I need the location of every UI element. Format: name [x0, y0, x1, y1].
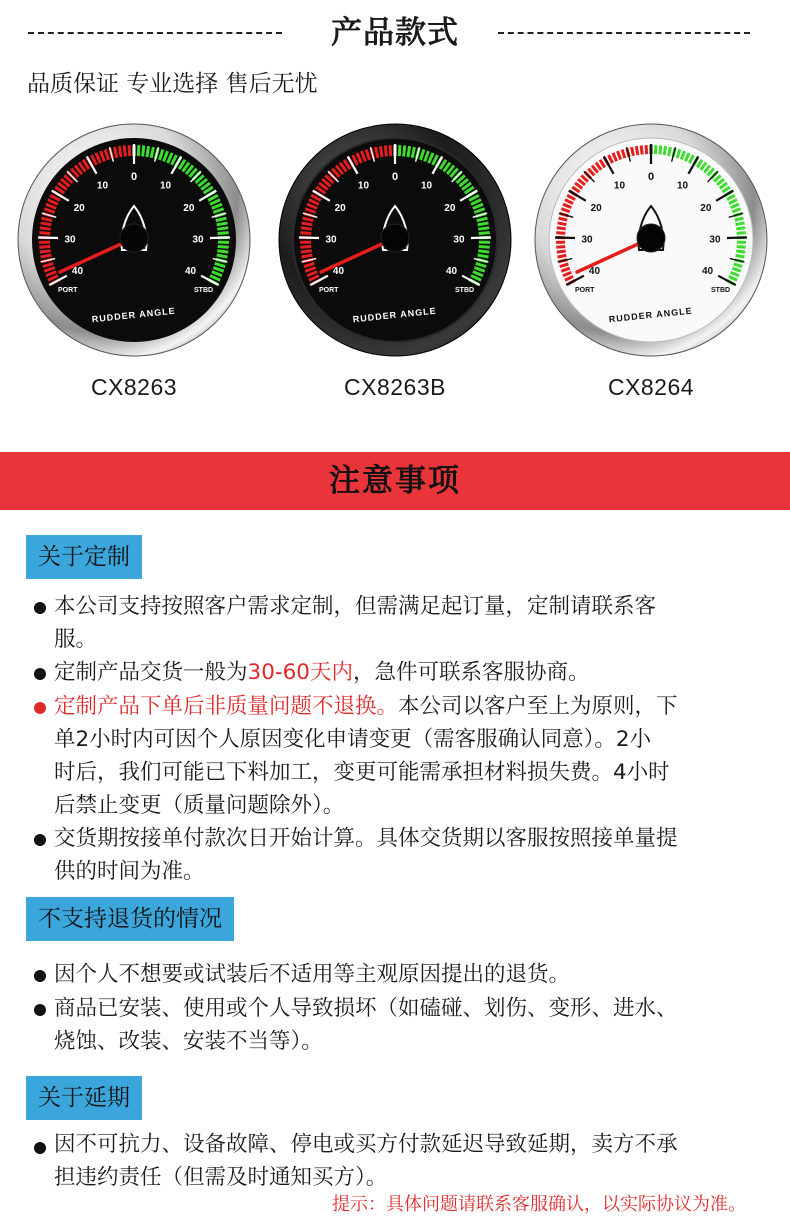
item-text: 因个人不想要或试装后不适用等主观原因提出的退货。 [54, 962, 571, 987]
scale-number: 10 [613, 180, 626, 192]
scale-number: 20 [700, 203, 712, 215]
item-text: 本公司支持按照客户需求定制，但需满足起订量，定制请联系客 [54, 594, 657, 619]
stbd-label: STBD [455, 287, 475, 294]
model-label-cx8263b: CX8263B [344, 374, 446, 400]
scale-number: 40 [588, 266, 601, 278]
stbd-zone-segment [669, 147, 671, 156]
scale-number: 40 [184, 266, 197, 278]
rudder-angle-caption: RUDDER ANGLE [352, 305, 438, 325]
stbd-zone-segment [479, 233, 490, 234]
stbd-zone-segment [217, 251, 228, 252]
stbd-zone-segment [478, 223, 489, 225]
stbd-zone-segment [217, 223, 228, 225]
port-zone-segment [557, 228, 566, 229]
port-zone-segment [302, 255, 313, 257]
needle-hub [381, 224, 409, 252]
scale-tick [38, 237, 58, 238]
rudder-angle-caption: RUDDER ANGLE [91, 305, 177, 325]
scale-number: 20 [444, 203, 456, 215]
scale-number: 40 [445, 266, 458, 278]
model-label-cx8264: CX8264 [607, 374, 695, 400]
scale-number: 40 [332, 266, 345, 278]
stbd-zone-segment [736, 228, 745, 229]
port-zone-segment [556, 247, 565, 248]
customization-item-2 [54, 656, 764, 689]
stbd-label: STBD [194, 287, 214, 294]
port-zone-segment [41, 223, 52, 225]
stbd-zone-segment [736, 223, 745, 225]
scale-number: 10 [357, 180, 370, 192]
item-text: 服。 [54, 627, 98, 652]
stbd-zone-segment [660, 146, 661, 155]
port-zone-segment [300, 246, 311, 247]
stbd-zone-segment [217, 255, 228, 257]
scale-number: 20 [590, 203, 602, 215]
port-zone-segment [557, 251, 566, 252]
product-style-title: 产品款式 [331, 15, 459, 51]
scale-number: 10 [96, 180, 109, 192]
port-zone-segment [124, 146, 125, 157]
stbd-zone-segment [218, 246, 229, 247]
scale-number: 30 [709, 234, 721, 246]
item-text: ，急件可联系客服协商。 [353, 660, 590, 685]
scale-number: 0 [130, 171, 138, 183]
port-label: PORT [58, 287, 78, 294]
stbd-zone-segment [478, 228, 489, 229]
port-zone-segment [558, 223, 567, 225]
section-tag-delay: 关于延期 [26, 1076, 142, 1120]
customization-item-4 [54, 822, 764, 888]
port-zone-segment [41, 255, 52, 257]
product-tagline: 品质保证 专业选择 售后无忧 [27, 71, 318, 97]
port-zone-segment [40, 251, 51, 252]
scale-number: 30 [325, 234, 337, 246]
stbd-zone-segment [217, 228, 228, 229]
port-zone-segment [119, 146, 121, 157]
section-tag-customization: 关于定制 [26, 535, 142, 579]
stbd-zone-segment [138, 145, 139, 156]
stbd-zone-segment [143, 146, 144, 157]
scale-tick [555, 237, 575, 238]
scale-number: 20 [183, 203, 195, 215]
bullet [34, 668, 46, 680]
item-text: 定制产品交货一般为 [54, 660, 248, 685]
port-zone-segment [632, 147, 634, 156]
bullet [34, 834, 46, 846]
port-label: PORT [575, 287, 595, 294]
scale-tick [210, 237, 230, 238]
port-zone-segment [556, 233, 565, 234]
needle-hub [120, 224, 148, 252]
scale-number: 40 [71, 266, 84, 278]
scale-number: 10 [159, 180, 172, 192]
bullet [34, 1142, 46, 1154]
item-text: 供的时间为准。 [54, 859, 205, 884]
stbd-zone-segment [479, 246, 490, 247]
no-return-warning: 定制产品下单后非质量问题不退换。 [54, 694, 399, 719]
port-zone-segment [129, 145, 130, 156]
scale-tick [471, 237, 491, 238]
item-text: 商品已安装、使用或个人导致损坏（如磕碰、划伤、变形、进水、 [54, 996, 678, 1021]
port-zone-segment [558, 255, 567, 257]
port-zone-segment [636, 146, 637, 155]
stbd-zone-segment [737, 233, 746, 234]
port-zone-segment [39, 246, 50, 247]
stbd-zone-segment [404, 146, 405, 157]
notice-banner: 注意事项 [0, 452, 790, 510]
section-tag-no-return: 不支持退货的情况 [26, 897, 234, 941]
scale-number: 0 [391, 171, 399, 183]
stbd-zone-segment [736, 251, 745, 252]
stbd-label: STBD [711, 287, 731, 294]
stbd-zone-segment [478, 255, 489, 257]
customization-item-1 [54, 590, 764, 656]
port-zone-segment [40, 228, 51, 229]
scale-number: 30 [581, 234, 593, 246]
item-text: 担违约责任（但需及时通知买方）。 [54, 1165, 388, 1190]
stbd-zone-segment [147, 146, 149, 157]
item-text: 单2小时内可因个人原因变化申请变更（需客服确认同意）。2小 [54, 727, 652, 752]
stbd-zone-segment [736, 255, 745, 257]
port-label: PORT [319, 287, 339, 294]
item-text: 交货期按接单付款次日开始计算。具体交货期以客服按照接单量提 [54, 826, 678, 851]
scale-number: 10 [676, 180, 689, 192]
scale-number: 20 [334, 203, 346, 215]
port-zone-segment [385, 146, 386, 157]
stbd-zone-segment [737, 247, 746, 248]
scale-number: 30 [453, 234, 465, 246]
item-text: 烧蚀、改装、安装不当等）。 [54, 1029, 323, 1054]
scale-number: 20 [73, 203, 85, 215]
delay-item-1 [54, 1128, 764, 1194]
stbd-zone-segment [664, 146, 665, 155]
scale-number: 40 [701, 266, 714, 278]
gauge-cx8264 [533, 122, 769, 358]
port-zone-segment [39, 233, 50, 234]
port-zone-segment [300, 233, 311, 234]
stbd-zone-segment [408, 146, 410, 157]
delivery-days-highlight: 30-60天内 [247, 660, 353, 685]
port-zone-segment [380, 146, 382, 157]
port-zone-segment [641, 146, 642, 155]
scale-tick [299, 237, 319, 238]
scale-number: 30 [64, 234, 76, 246]
port-zone-segment [559, 218, 568, 220]
bullet [34, 970, 46, 982]
item-text: 本公司以客户至上为原则，下 [398, 694, 678, 719]
item-text: 时后，我们可能已下料加工，变更可能需承担材料损失费。4小时 [54, 760, 670, 785]
port-zone-segment [301, 228, 312, 229]
gauge-cx8263b [277, 122, 513, 358]
scale-number: 0 [647, 171, 655, 183]
port-zone-segment [301, 251, 312, 252]
bullet-red [34, 702, 46, 714]
rudder-angle-caption: RUDDER ANGLE [608, 305, 694, 325]
stbd-zone-segment [399, 145, 400, 156]
model-label-cx8263: CX8263 [90, 374, 178, 400]
port-zone-segment [302, 223, 313, 225]
bullet [34, 1004, 46, 1016]
no-return-item-1 [54, 958, 764, 991]
item-text: 因不可抗力、设备故障、停电或买方付款延迟导致延期，卖方不承 [54, 1132, 678, 1157]
item-text: 后禁止变更（质量问题除外）。 [54, 793, 345, 818]
stbd-zone-segment [218, 233, 229, 234]
customization-item-3 [54, 690, 764, 822]
stbd-zone-segment [735, 218, 744, 220]
scale-number: 10 [420, 180, 433, 192]
gauge-cx8263 [16, 122, 252, 358]
no-return-item-2 [54, 992, 764, 1058]
bullet [34, 602, 46, 614]
stbd-zone-segment [478, 251, 489, 252]
scale-tick [727, 237, 747, 238]
needle-hub [637, 224, 665, 252]
port-zone-segment [390, 145, 391, 156]
footer-hint: 提示：具体问题请联系客服确认，以实际协议为准。 [332, 1194, 746, 1215]
scale-number: 30 [192, 234, 204, 246]
